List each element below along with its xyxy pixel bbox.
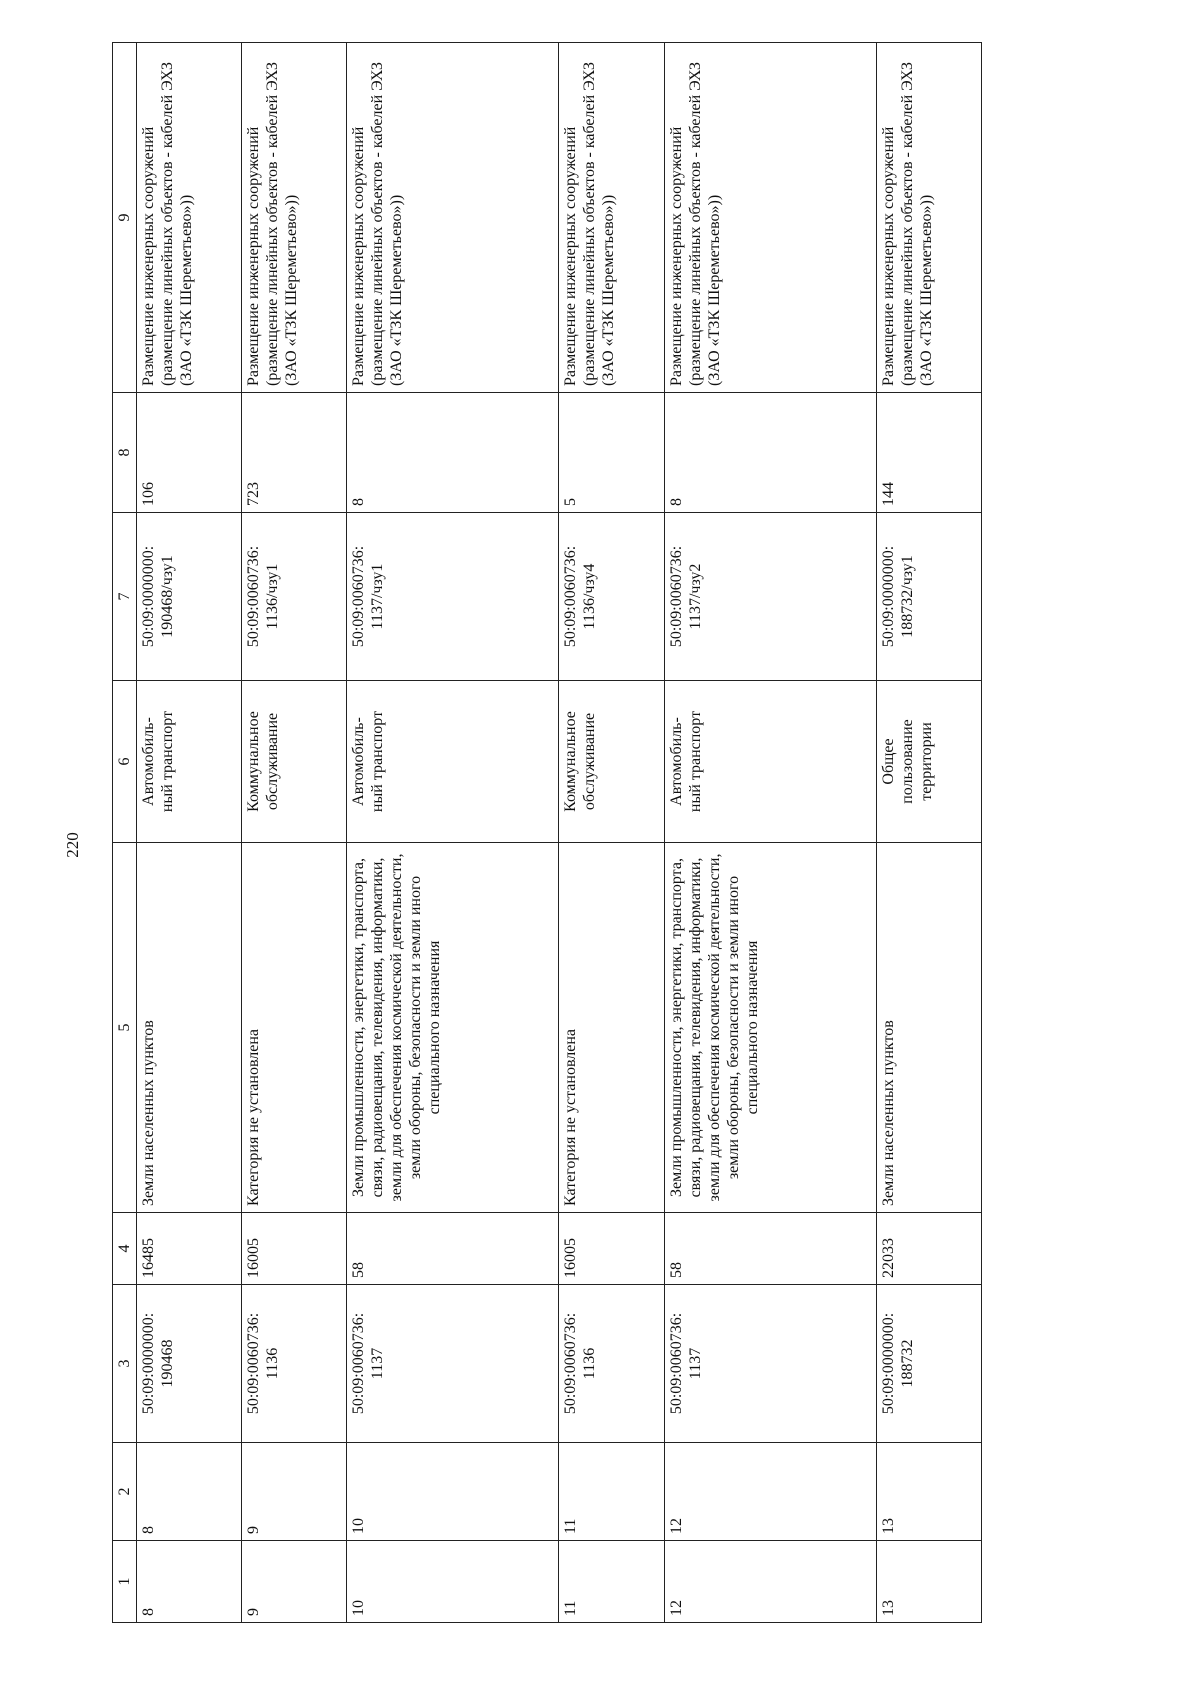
column-header-3: 3 [113, 1285, 137, 1443]
table-cell-col-3: 50:09:0060736: 1136 [559, 1285, 664, 1443]
table-row [137, 43, 242, 1623]
table-row [664, 43, 876, 1623]
table-cell-col-3: 50:09:0000000: 188732 [876, 1285, 981, 1443]
table-header-row [113, 43, 137, 1623]
table-cell-col-6: Общее пользование территории [876, 681, 981, 843]
table-cell-col-9: Размещение инженерных сооружений (размещение линейных объектов - кабелей ЭХЗ (ЗАО «ТЗК Шереметьево»)) [137, 43, 242, 393]
table-cell-col-3: 50:09:0060736: 1137 [347, 1285, 559, 1443]
table-cell-col-8: 144 [876, 393, 981, 513]
table-cell-col-2: 10 [347, 1443, 559, 1541]
table-cell-col-9: Размещение инженерных сооружений (размещение линейных объектов - кабелей ЭХЗ (ЗАО «ТЗК Шереметьево»)) [242, 43, 347, 393]
column-header-8: 8 [113, 393, 137, 513]
column-header-7: 7 [113, 513, 137, 681]
table-cell-col-3: 50:09:0000000: 190468 [137, 1285, 242, 1443]
rotated-table-container [112, 43, 982, 1623]
table-cell-col-6: Автомобиль- ный транспорт [664, 681, 876, 843]
table-cell-col-4: 16485 [137, 1213, 242, 1285]
column-header-5: 5 [113, 843, 137, 1213]
table-cell-col-6: Коммунальное обслуживание [559, 681, 664, 843]
table-row [347, 43, 559, 1623]
table-row [242, 43, 347, 1623]
table-cell-col-9: Размещение инженерных сооружений (размещение линейных объектов - кабелей ЭХЗ (ЗАО «ТЗК Шереметьево»)) [876, 43, 981, 393]
table-cell-col-1: 12 [664, 1541, 876, 1623]
table-cell-col-2: 11 [559, 1443, 664, 1541]
table-cell-col-8: 723 [242, 393, 347, 513]
table-cell-col-9: Размещение инженерных сооружений (размещение линейных объектов - кабелей ЭХЗ (ЗАО «ТЗК Шереметьево»)) [559, 43, 664, 393]
column-header-4: 4 [113, 1213, 137, 1285]
column-header-1: 1 [113, 1541, 137, 1623]
table-cell-col-2: 12 [664, 1443, 876, 1541]
column-header-2: 2 [113, 1443, 137, 1541]
table-cell-col-5: Земли населенных пунктов [137, 843, 242, 1213]
table-cell-col-5: Земли промышленности, энергетики, транспорта, связи, радиовещания, телевидения, информатики, земли для обеспечения космической деятельности, земли обороны, безопасности и земли иного специального назначения [347, 843, 559, 1213]
table-cell-col-3: 50:09:0060736: 1136 [242, 1285, 347, 1443]
table-cell-col-4: 16005 [559, 1213, 664, 1285]
page-number: 220 [63, 832, 82, 858]
table-cell-col-8: 8 [664, 393, 876, 513]
table-cell-col-8: 5 [559, 393, 664, 513]
column-header-9: 9 [113, 43, 137, 393]
table-cell-col-7: 50:09:0060736: 1136/чзу4 [559, 513, 664, 681]
table-cell-col-1: 9 [242, 1541, 347, 1623]
table-cell-col-5: Земли промышленности, энергетики, транспорта, связи, радиовещания, телевидения, информатики, земли для обеспечения космической деятельности, земли обороны, безопасности и земли иного специального назначения [664, 843, 876, 1213]
table-cell-col-4: 16005 [242, 1213, 347, 1285]
table-cell-col-4: 22033 [876, 1213, 981, 1285]
table-cell-col-7: 50:09:0000000: 188732/чзу1 [876, 513, 981, 681]
table-cell-col-9: Размещение инженерных сооружений (размещение линейных объектов - кабелей ЭХЗ (ЗАО «ТЗК Шереметьево»)) [347, 43, 559, 393]
table-cell-col-4: 58 [664, 1213, 876, 1285]
table-cell-col-2: 8 [137, 1443, 242, 1541]
table-body [137, 43, 982, 1623]
table-cell-col-7: 50:09:0060736: 1136/чзу1 [242, 513, 347, 681]
table-cell-col-6: Автомобиль- ный транспорт [347, 681, 559, 843]
table-row [559, 43, 664, 1623]
table-cell-col-3: 50:09:0060736: 1137 [664, 1285, 876, 1443]
table-cell-col-1: 11 [559, 1541, 664, 1623]
table-cell-col-4: 58 [347, 1213, 559, 1285]
table-cell-col-8: 8 [347, 393, 559, 513]
table-cell-col-6: Автомобиль- ный транспорт [137, 681, 242, 843]
table-cell-col-1: 10 [347, 1541, 559, 1623]
table-cell-col-2: 13 [876, 1443, 981, 1541]
table-cell-col-5: Категория не установлена [559, 843, 664, 1213]
table-cell-col-1: 8 [137, 1541, 242, 1623]
table-cell-col-5: Земли населенных пунктов [876, 843, 981, 1213]
column-header-6: 6 [113, 681, 137, 843]
table-cell-col-9: Размещение инженерных сооружений (размещение линейных объектов - кабелей ЭХЗ (ЗАО «ТЗК Шереметьево»)) [664, 43, 876, 393]
table-row [876, 43, 981, 1623]
table-cell-col-7: 50:09:0060736: 1137/чзу2 [664, 513, 876, 681]
table-cell-col-1: 13 [876, 1541, 981, 1623]
table-cell-col-7: 50:09:0060736: 1137/чзу1 [347, 513, 559, 681]
land-plots-table [112, 42, 982, 1623]
table-cell-col-5: Категория не установлена [242, 843, 347, 1213]
table-cell-col-7: 50:09:0000000: 190468/чзу1 [137, 513, 242, 681]
table-cell-col-6: Коммунальное обслуживание [242, 681, 347, 843]
table-cell-col-2: 9 [242, 1443, 347, 1541]
table-cell-col-8: 106 [137, 393, 242, 513]
